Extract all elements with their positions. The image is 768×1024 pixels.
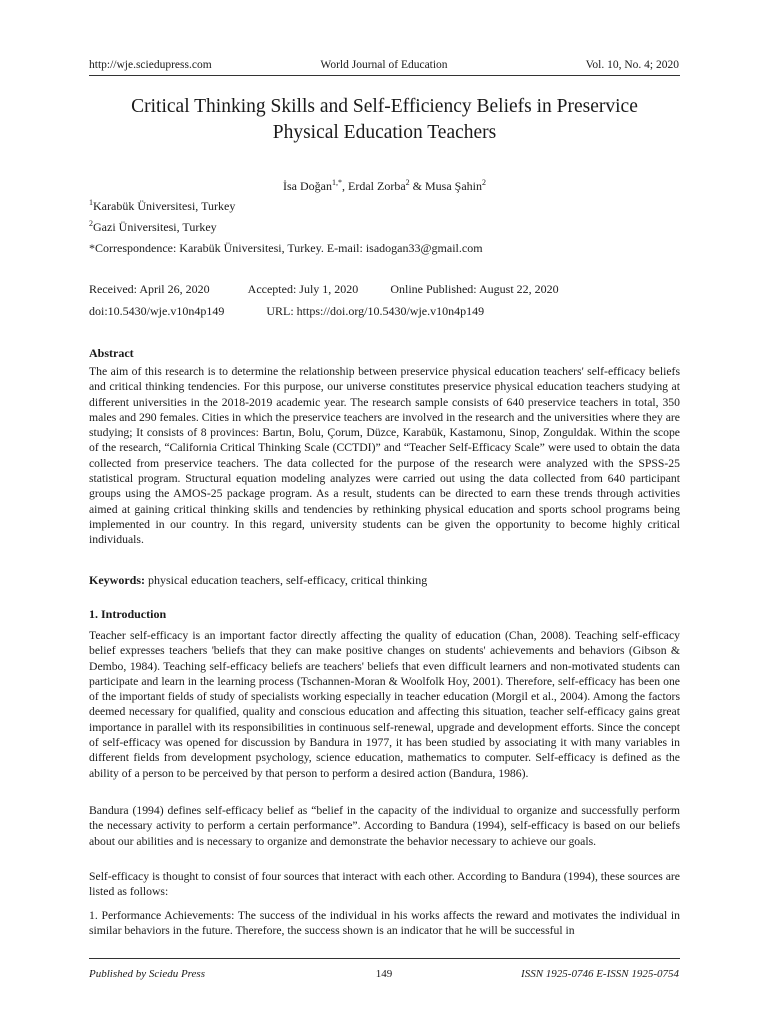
published-date: Online Published: August 22, 2020 <box>390 282 559 296</box>
keywords-text: physical education teachers, self-efficacy, critical thinking <box>145 573 428 587</box>
paper-title <box>89 94 680 146</box>
intro-paragraph-1: Teacher self-efficacy is an important factor directly affecting the quality of education (Chan, 2008). Teaching self-efficacy belief expresses teachers 'beliefs that they can make positive changes on students' achievements and behaviors (Gibson & Dembo, 1984). Teaching self-efficacy beliefs are teachers' beliefs that even difficult learners and non-motivated students can participate and learn in the learning process (Tschannen-Moran & Woolfolk Hoy, 2001). Therefore, self-efficacy has been one of the important fields of study of specialists working especially in teacher education (Morgil et al., 2004). Among the factors deemed necessary for qualified, quality and conscious education and affecting this situation, teacher self-efficacy gains great importance in parallel with its responsibilities in continuous self-renewal, upgrade and development efforts. Since the concept of self-efficacy was opened for discussion by Bandura in 1977, it has been studied by associating it with many variables in different fields from development psychology, science education, mathematics to computer. Self-efficacy is defined as the ability of a person to be perceived by that person to perform a desired action (Bandura, 1986). <box>89 629 680 780</box>
publication-dates <box>89 282 559 297</box>
intro-paragraph-2: Bandura (1994) defines self-efficacy belief as “belief in the capacity of the individual to organize and successfully perform the necessary activity to perform a certain performance”. According to Bandura (1994), self-efficacy is based on our beliefs about our abilities and is necessary to organize and demonstrate the behavior necessary to achieve our goals. <box>89 804 680 848</box>
publisher: Published by Sciedu Press <box>89 968 205 980</box>
title-line-1: Critical Thinking Skills and Self-Efficiency Beliefs in Preservice <box>131 96 638 117</box>
journal-name: World Journal of Education <box>320 59 448 71</box>
doi[interactable]: doi:10.5430/wje.v10n4p149 <box>89 304 225 318</box>
doi-url[interactable]: URL: https://doi.org/10.5430/wje.v10n4p149 <box>266 304 485 318</box>
footer-rule <box>89 958 680 959</box>
keywords <box>89 573 427 588</box>
affiliation-1: $^1$Karabük Üniversitesi, Turkey <box>89 198 236 213</box>
keywords-label: Keywords: <box>89 573 145 587</box>
abstract-text: The aim of this research is to determine the relationship between preservice physical education teachers' self-efficacy beliefs and critical thinking tendencies. For this purpose, our universe constitutes preservice physical education teachers studying at different universities in the 2018-2019 academic year. The research sample consists of 640 preservice teachers in total, 350 males and 290 females. Cities in which the preservice teachers are involved in the research and the universities where they are studying; It consists of 8 provinces: Bartın, Bolu, Çorum, Düzce, Karabük, Kastamonu, Sinop, Zonguldak. Within the scope of the research, “California Critical Thinking Scale (CCTDI)” and “Teacher Self-Efficacy Scale” were used to obtain the data collected from preservice teachers. The data collected for the purpose of the research were analyzed with the SPSS-25 statistical program. Structural equation modeling analyzes were carried out using the data collected from 640 participant groups using the AMOS-25 package program. As a result, students can be directed to earn these trends through activities aimed at gaining critical thinking skills and tendencies by rethinking physical education and sports school programs being implemented in our country. In this regard, university students can be given the opportunity to become highly critical individuals. <box>89 365 680 547</box>
volume-info: Vol. 10, No. 4; 2020 <box>585 59 679 71</box>
page-number: 149 <box>375 968 393 980</box>
doi-line <box>89 304 484 319</box>
author-3: & Musa Şahin <box>409 179 482 193</box>
intro-paragraph-3: Self-efficacy is thought to consist of four sources that interact with each other. According to Bandura (1994), these sources are listed as follows: <box>89 870 680 899</box>
accepted-date: Accepted: July 1, 2020 <box>247 282 359 296</box>
author-3-sup: 2 <box>481 178 486 187</box>
affiliation-2: $^2$Gazi Üniversitesi, Turkey <box>89 219 217 234</box>
correspondence: *Correspondence: Karabük Üniversitesi, Turkey. E-mail: isadogan33@gmail.com <box>89 241 483 255</box>
title-line-2: Physical Education Teachers <box>272 122 497 143</box>
issn: ISSN 1925-0746 E-ISSN 1925-0754 <box>521 968 679 980</box>
intro-heading: 1. Introduction <box>89 607 167 621</box>
author-1: İsa Doğan <box>283 179 332 193</box>
journal-url[interactable]: http://wje.sciedupress.com <box>89 59 212 71</box>
author-1-sup: 1,* <box>332 178 342 187</box>
author-2-sup: 2 <box>405 178 410 187</box>
author-2: , Erdal Zorba <box>342 179 406 193</box>
intro-paragraph-4: 1. Performance Achievements: The success of the individual in his works affects the reward and motivates the individual in similar behaviors in the future. Therefore, the success shown is an indicator that he will be successful in <box>89 909 680 938</box>
author-list <box>89 179 680 194</box>
header-rule <box>89 75 680 76</box>
received-date: Received: April 26, 2020 <box>89 282 210 296</box>
abstract-heading: Abstract <box>89 346 134 360</box>
